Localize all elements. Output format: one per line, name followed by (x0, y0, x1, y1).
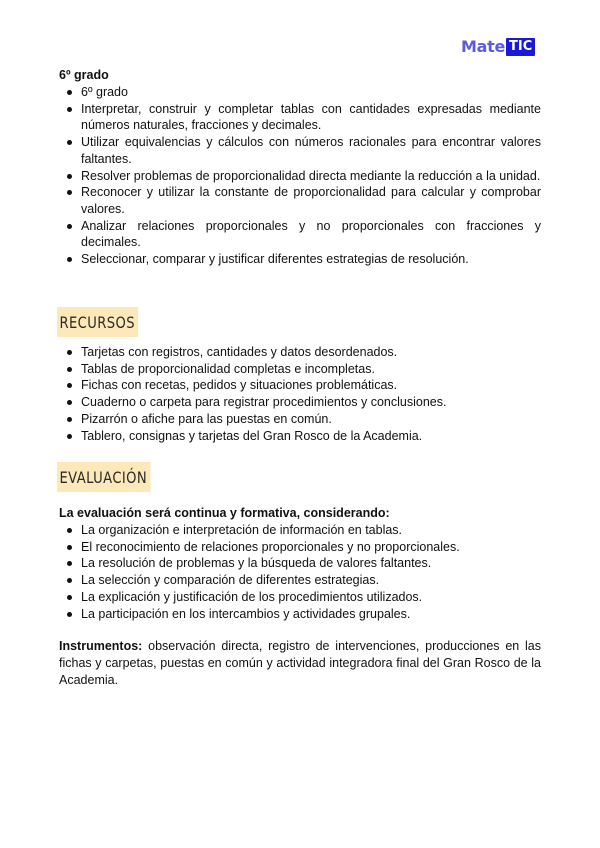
list-item: Reconocer y utilizar la constante de proporcionalidad para calcular y comprobar valores. (59, 184, 541, 217)
bullet-icon (67, 383, 72, 388)
bullet-icon (67, 434, 72, 439)
recursos-list (59, 344, 541, 444)
logo-tic-box: TIC (506, 38, 535, 56)
list-item: Tablas de proporcionalidad completas e incompletas. (59, 361, 541, 378)
recursos-heading: RECURSOS (57, 307, 138, 337)
list-item: Resolver problemas de proporcionalidad directa mediante la reducción a la unidad. (59, 168, 541, 185)
bullet-icon (67, 367, 72, 372)
list-item: Tarjetas con registros, cantidades y datos desordenados. (59, 344, 541, 361)
evaluacion-list (59, 522, 541, 622)
bullet-icon (67, 224, 72, 229)
instrumentos-label: Instrumentos: (59, 639, 143, 653)
bullet-icon (67, 190, 72, 195)
list-item: El reconocimiento de relaciones proporcionales y no proporcionales. (59, 539, 541, 556)
bullet-icon (67, 561, 72, 566)
list-item: Analizar relaciones proporcionales y no proporcionales con fracciones y decimales. (59, 218, 541, 251)
list-item: Interpretar, construir y completar tablas con cantidades expresadas mediante números naturales, fracciones y decimales. (59, 101, 541, 134)
list-item: 6º grado (59, 84, 541, 101)
list-item: La participación en los intercambios y actividades grupales. (59, 606, 541, 623)
list-item: Tablero, consignas y tarjetas del Gran Rosco de la Academia. (59, 428, 541, 445)
list-item: La explicación y justificación de los procedimientos utilizados. (59, 589, 541, 606)
grade-title: 6º grado (59, 68, 109, 82)
bullet-icon (67, 595, 72, 600)
list-item: La selección y comparación de diferentes estrategias. (59, 572, 541, 589)
bullet-icon (67, 578, 72, 583)
bullet-icon (67, 545, 72, 550)
evaluacion-intro: La evaluación será continua y formativa, considerando: (59, 506, 390, 520)
list-item: La resolución de problemas y la búsqueda de valores faltantes. (59, 555, 541, 572)
list-item: Cuaderno o carpeta para registrar procedimientos y conclusiones. (59, 394, 541, 411)
bullet-icon (67, 140, 72, 145)
list-item: Seleccionar, comparar y justificar diferentes estrategias de resolución. (59, 251, 541, 268)
logo-mate-text: Mate (461, 37, 506, 56)
bullet-icon (67, 257, 72, 262)
list-item: La organización e interpretación de información en tablas. (59, 522, 541, 539)
instrumentos-paragraph (59, 638, 541, 689)
bullet-icon (67, 528, 72, 533)
bullet-icon (67, 107, 72, 112)
bullet-icon (67, 174, 72, 179)
list-item: Utilizar equivalencias y cálculos con números racionales para encontrar valores faltantes. (59, 134, 541, 167)
bullet-icon (67, 612, 72, 617)
bullet-icon (67, 90, 72, 95)
evaluacion-heading: EVALUACIÓN (57, 462, 150, 492)
recursos-section (59, 344, 541, 444)
bullet-icon (67, 350, 72, 355)
grade-objectives-list (59, 84, 541, 268)
list-item: Pizarrón o afiche para las puestas en común. (59, 411, 541, 428)
instrumentos-text: observación directa, registro de intervenciones, producciones en las fichas y carpetas, puestas en común y actividad integradora final del Gran Rosco de la Academia. (59, 639, 541, 687)
bullet-icon (67, 400, 72, 405)
matetic-logo (461, 37, 535, 57)
list-item: Fichas con recetas, pedidos y situaciones problemáticas. (59, 377, 541, 394)
bullet-icon (67, 417, 72, 422)
evaluacion-section (59, 505, 541, 622)
grade-section (59, 67, 541, 268)
